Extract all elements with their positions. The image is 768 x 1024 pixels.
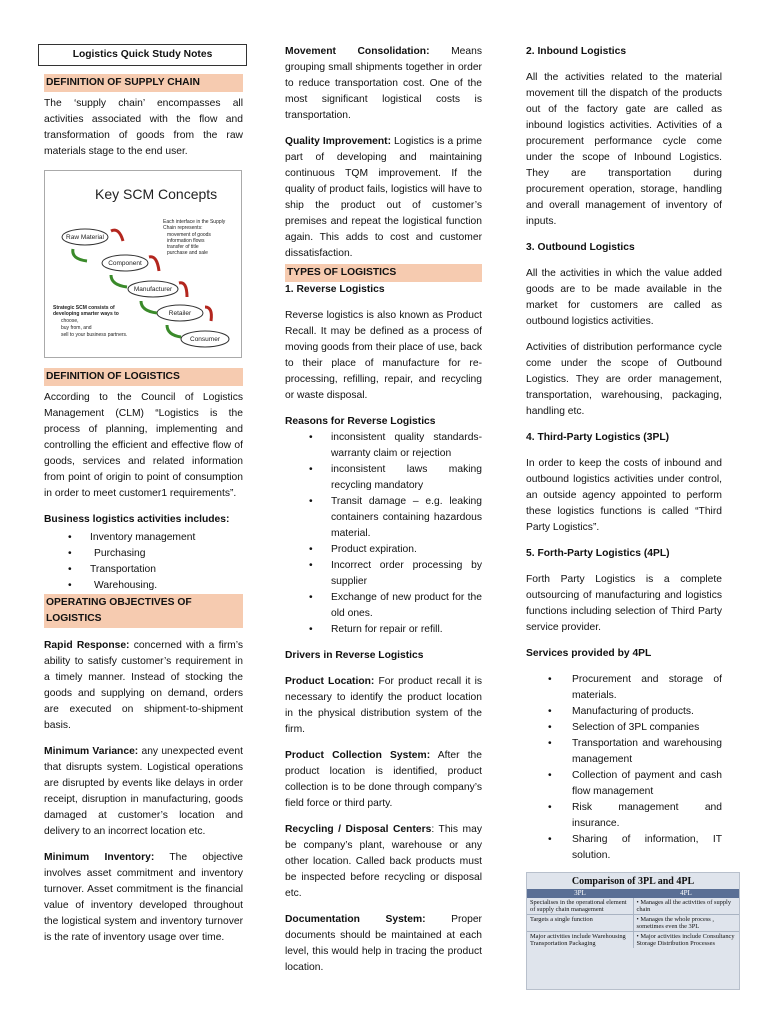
minimum-inventory	[44, 850, 243, 946]
comparison-title: Comparison of 3PL and 4PL	[571, 876, 695, 887]
logistics-definition: According to the Council of Logistics Management (CLM) “Logistics is the process of planning, implementing and controlling the efficient and effective flow of goods, services and related information from point of origin to point of consumption in order to meet customer1 requirements”.	[44, 392, 243, 499]
documentation-system	[285, 912, 482, 976]
interface-item: information flows	[167, 238, 205, 244]
fourth-party-title: 5. Forth-Party Logistics (4PL)	[526, 548, 670, 559]
interface-item: movement of goods	[167, 232, 211, 238]
product-location	[285, 674, 482, 738]
node-manufacturer: Manufacturer	[133, 286, 173, 293]
recycling-centers-text: : This may be company’s plant, warehouse or any other location. Called back products must be inspected before recycling or disposal etc.	[285, 824, 482, 899]
minimum-variance-text: any unexpected event that disrupts system. Logistical operations are disrupted by events like delays in order receipt, disruption in manufacturing, goods damaged at customer’s location and delivery to an incorrect location etc.	[44, 746, 244, 837]
recycling-centers	[285, 822, 482, 902]
documentation-system-label: Documentation System:	[285, 914, 426, 925]
table-row	[527, 898, 739, 915]
minimum-variance	[44, 744, 243, 840]
fourth-party-text: Forth Party Logistics is a complete outsourcing of manufacturing and logistics functions including selection of Third Party service provider.	[526, 574, 722, 633]
quality-improvement-label: Quality Improvement:	[285, 136, 391, 147]
list-item: • Collection of payment and cash flow management	[526, 768, 722, 800]
strategic-item: sell to your business partners.	[61, 332, 128, 338]
movement-consolidation-text: Means grouping small shipments together in order to reduce transportation cost. One of the most significant logistical costs is transportation.	[285, 46, 482, 121]
table-cell: Specialises in the operational element of supply chain management	[527, 898, 634, 914]
node-raw-material: Raw Material	[66, 234, 104, 241]
list-item: • inconsistent quality standards-warranty claim or rejection	[285, 430, 482, 462]
quality-improvement-text: Logistics is a prime part of developing and maintaining continuous TQM improvement. If the quality of product fails, logistics will have to ship the product out of customer’s premises and repeat the logistical function again. This adds to cost and customer dissatisfaction.	[285, 136, 482, 259]
strategic-title-1: Strategic SCM consists of	[53, 305, 115, 311]
node-retailer: Retailer	[168, 310, 192, 317]
section-header-supply-chain: DEFINITION OF SUPPLY CHAIN	[44, 74, 243, 92]
product-collection-text: After the product location is identified, product collection is to be done through company’s field force or third party.	[285, 750, 483, 809]
reverse-logistics-title: 1. Reverse Logistics	[285, 284, 385, 295]
list-item: • Warehousing.	[44, 578, 243, 594]
node-consumer: Consumer	[190, 336, 220, 343]
list-item: • Selection of 3PL companies	[526, 720, 722, 736]
rapid-response-label: Rapid Response:	[44, 640, 130, 651]
reasons-title: Reasons for Reverse Logistics	[285, 416, 436, 427]
list-item: • Product expiration.	[285, 542, 482, 558]
scm-concepts-figure	[44, 170, 242, 358]
table-cell: Major activities include Warehousing Transportation Packaging	[527, 932, 634, 948]
section-header-logistics: DEFINITION OF LOGISTICS	[44, 368, 243, 386]
list-item: • Transportation and warehousing management	[526, 736, 722, 768]
minimum-inventory-text: The objective involves asset commitment and inventory turnover. Asset commitment is the financial value of inventory developed throughout the logistical system and inventory turnover is the rate of inventory usage over time.	[44, 852, 244, 943]
list-item: • Return for repair or refill.	[285, 622, 482, 638]
list-item: • Inventory management	[44, 530, 243, 546]
strategic-title-2: developing smarter ways to	[53, 311, 119, 317]
product-location-text: For product recall it is necessary to identify the product location in the physical distribution system of the firm.	[285, 676, 483, 735]
column-3	[526, 44, 735, 990]
column-2	[285, 44, 482, 986]
table-cell: • Manages all the activities of supply chain	[636, 899, 732, 913]
list-item: • Sharing of information, IT solution.	[526, 832, 722, 864]
list-item: • Manufacturing of products.	[526, 704, 722, 720]
comparison-header-4pl: 4PL	[680, 889, 692, 897]
column-1	[44, 44, 243, 956]
third-party-title: 4. Third-Party Logistics (3PL)	[526, 432, 670, 443]
interface-title-1: Each interface in the Supply	[163, 219, 226, 225]
minimum-inventory-label: Minimum Inventory:	[44, 852, 155, 863]
strategic-item: buy from, and	[61, 325, 92, 331]
outbound-title: 3. Outbound Logistics	[526, 242, 635, 253]
list-item: • Transportation	[44, 562, 243, 578]
section-header-objectives: OPERATING OBJECTIVES OF LOGISTICS	[44, 594, 243, 628]
drivers-title: Drivers in Reverse Logistics	[285, 650, 424, 661]
reasons-list	[285, 430, 482, 638]
interface-item: transfer of title	[167, 244, 199, 250]
outbound-text-1: All the activities in which the value added goods are to be made available in the market for customers are called as outbound logistics activities.	[526, 268, 722, 327]
list-item: • Purchasing	[44, 546, 243, 562]
list-item: • Procurement and storage of materials.	[526, 672, 722, 704]
table-row	[527, 932, 739, 948]
product-collection-label: Product Collection System:	[285, 750, 431, 761]
scm-diagram	[45, 171, 241, 357]
comparison-header-3pl: 3PL	[574, 889, 586, 897]
services-list	[526, 672, 722, 864]
list-item: • Incorrect order processing by supplier	[285, 558, 482, 590]
strategic-item: choose,	[61, 318, 79, 324]
page-title: Logistics Quick Study Notes	[38, 44, 247, 66]
table-cell: • Major activities include Consultancy Storage Distribution Processes	[636, 933, 735, 947]
list-item: • Risk management and insurance.	[526, 800, 722, 832]
inbound-text: All the activities related to the material movement till the dispatch of the products out of the factory gate are called as inbound logistics activities. Activities of a procurement performance cycle come under the scope of Inbound Logistics. They are transportation during procurement operation, storage, handling and overall management of inventory of inputs.	[526, 72, 722, 227]
documentation-system-text: Proper documents should be maintained at each level, this would help in tracing the product location.	[285, 914, 482, 973]
movement-consolidation	[285, 44, 482, 124]
table-cell: • Manages the whole process , sometimes even the 3PL	[636, 916, 714, 930]
outbound-text-2: Activities of distribution performance cycle come under the scope of Outbound Logistics. They are order management, transportation, warehousing, packaging, handling etc.	[526, 342, 722, 417]
recycling-centers-label: Recycling / Disposal Centers	[285, 824, 432, 835]
services-title: Services provided by 4PL	[526, 648, 652, 659]
business-activities-list	[44, 530, 243, 594]
interface-title-2: Chain represents:	[163, 225, 203, 231]
supply-chain-definition: The ‘supply chain’ encompasses all activities associated with the flow and transformation of goods from the raw materials stage to the end user.	[44, 98, 243, 157]
quality-improvement	[285, 134, 482, 262]
list-item: • Transit damage – e.g. leaking containers containing hazardous material.	[285, 494, 482, 542]
minimum-variance-label: Minimum Variance:	[44, 746, 139, 757]
rapid-response-text: concerned with a firm’s ability to satisfy customer’s requirement in a timely manner. Instead of stocking the goods and supplying on demand, orders are executed on shipment-to-shipment basis.	[44, 640, 243, 731]
movement-consolidation-label: Movement Consolidation:	[285, 46, 430, 57]
business-activities-title: Business logistics activities includes:	[44, 514, 230, 525]
section-header-types: TYPES OF LOGISTICS	[285, 264, 482, 282]
rapid-response	[44, 638, 243, 734]
comparison-3pl-4pl-figure	[526, 872, 740, 990]
table-row	[527, 915, 739, 932]
node-component: Component	[108, 260, 142, 267]
interface-item: purchase and sale	[167, 250, 208, 256]
table-cell: Targets a single function	[527, 915, 634, 931]
scm-title: Key SCM Concepts	[95, 186, 218, 202]
list-item: • inconsistent laws making recycling mandatory	[285, 462, 482, 494]
reverse-logistics-text: Reverse logistics is also known as Product Recall. It may be defined as a process of moving goods from their place of use, back to their place of manufacture for re-processing, refilling, repair, and recycling or waste disposal.	[285, 310, 482, 401]
list-item: • Exchange of new product for the old ones.	[285, 590, 482, 622]
inbound-title: 2. Inbound Logistics	[526, 46, 627, 57]
product-location-label: Product Location:	[285, 676, 375, 687]
third-party-text: In order to keep the costs of inbound and outbound logistics activities under control, an outside agency appointed to perform these logistics functions is called “Third Party Logistics”.	[526, 458, 722, 533]
product-collection	[285, 748, 482, 812]
comparison-header	[527, 889, 739, 898]
